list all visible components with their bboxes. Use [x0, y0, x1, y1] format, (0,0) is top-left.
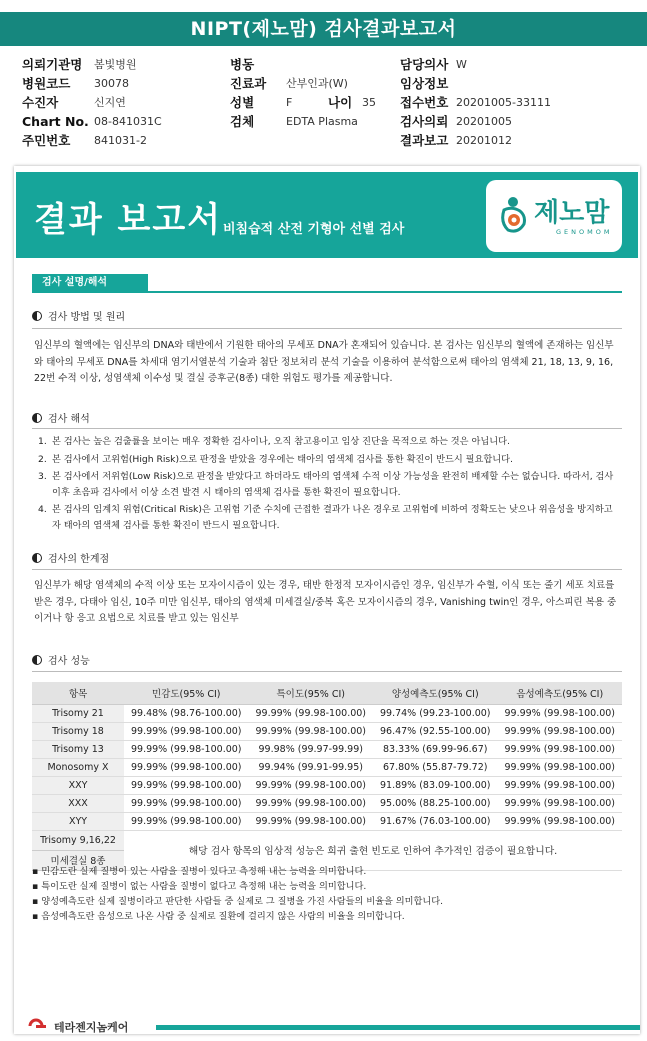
- note-text: 해당 검사 항목의 임상적 성능은 희귀 출현 빈도로 인하여 추가적인 검증이 필요합니다.: [124, 830, 622, 870]
- specimen-label: 검체: [230, 114, 255, 129]
- hospital-label: 의뢰기관명: [22, 57, 83, 72]
- reported-label: 결과보고: [400, 133, 449, 148]
- list-item: ▪ 양성예측도란 실제 질병이라고 판단한 사람들 중 실제로 그 질병을 가진 사람들의 비율을 의미합니다.: [32, 894, 622, 909]
- limits-text: 임신부가 해당 염색체의 수적 이상 또는 모자이시즘이 있는 경우, 태반 한정적 모자이시즘인 경우, 임신부가 수혈, 이식 또는 줄기 세포 치료를 받은 경우, 다태아 임신, 10주 미만 임신부, 태아의 염색체 미세결실/중복 혹은 모자이시즘의 경우, Vanishing twin인 경우, 아스피린 복용 중이거나 항 응고 요법으로 치료를 받고 있는 임신부: [34, 580, 617, 624]
- logo-text: 제노맘: [534, 198, 610, 228]
- header-ppv: 양성예측도(95% CI): [373, 682, 498, 704]
- genomom-logo: [486, 180, 622, 252]
- requested-value: 20201005: [456, 115, 512, 128]
- table-row: Trisomy 18 99.99% (99.98-100.00) 99.99% (99.98-100.00) 96.47% (92.55-100.00) 99.99% (99.98-100.00): [32, 722, 622, 740]
- doctor-value: W: [456, 58, 467, 71]
- header-specificity: 특이도(95% CI): [249, 682, 374, 704]
- ward-label: 병동: [230, 57, 255, 72]
- chart-label: Chart No.: [22, 114, 89, 129]
- list-item: 4. 본 검사의 임계치 위험(Critical Risk)은 고위험 기준 수치에 근접한 결과가 나온 경우로 고위험에 비하여 정확도는 낮으나 위음성을 방지하고자 태아의 염색체 검사를 통한 확진이 반드시 필요합니다.: [38, 504, 613, 531]
- patient-info: [22, 56, 632, 152]
- interpretation-list: [38, 434, 620, 535]
- performance-table: [32, 682, 622, 871]
- header-sensitivity: 민감도(95% CI): [124, 682, 249, 704]
- limits-heading: 검사의 한계점: [32, 550, 109, 565]
- note-item-trisomy: Trisomy 9,16,22: [32, 830, 124, 850]
- table-row: XXX 99.99% (99.98-100.00) 99.99% (99.98-100.00) 95.00% (88.25-100.00) 99.99% (99.98-100.00): [32, 794, 622, 812]
- half-circle-icon: [32, 655, 42, 665]
- hero-title: 결과 보고서: [34, 200, 223, 240]
- table-note-row: [32, 830, 622, 850]
- header-npv: 음성예측도(95% CI): [498, 682, 623, 704]
- table-row: Trisomy 13 99.99% (99.98-100.00) 99.98% (99.97-99.99) 83.33% (69.99-96.67) 99.99% (99.98-100.00): [32, 740, 622, 758]
- hero-subtitle: 비침습적 산전 기형아 선별 검사: [223, 222, 405, 237]
- clinical-label: 임상정보: [400, 76, 449, 91]
- hospital-value: 봄빛병원: [94, 58, 137, 71]
- code-value: 30078: [94, 77, 129, 90]
- note-item-microdeletion: 미세결실 8종: [32, 850, 124, 870]
- list-item: ▪ 음성예측도란 음성으로 나온 사람 중 실제로 질환에 걸리지 않은 사람의 비율을 의미합니다.: [32, 909, 622, 924]
- report-title: NIPT(제노맘) 검사결과보고서: [0, 12, 647, 46]
- section-tab: 검사 설명/해석: [32, 274, 148, 292]
- table-header-row: [32, 682, 622, 704]
- divider: [32, 328, 622, 329]
- rrn-value: 841031-2: [94, 134, 147, 147]
- interpretation-heading: 검사 해석: [32, 410, 90, 425]
- chart-value: 08-841031C: [94, 115, 162, 128]
- requested-label: 검사의뢰: [400, 114, 449, 129]
- company-name: 테라젠지놈케어: [54, 1021, 129, 1034]
- age-value: 35: [362, 96, 376, 109]
- table-row: Monosomy X 99.99% (99.98-100.00) 99.94% (99.91-99.95) 67.80% (55.87-79.72) 99.99% (99.98-100.00): [32, 758, 622, 776]
- list-item: 3. 본 검사에서 저위험(Low Risk)으로 판정을 받았다고 하더라도 태아의 염색체 수적 이상 가능성을 완전히 배제할 수는 없습니다. 따라서, 검사 이후 초음파 검사에서 이상 소견 발견 시 태아의 염색체 검사를 통한 확진이 필요합니다.: [38, 471, 614, 498]
- dept-label: 진료과: [230, 76, 267, 91]
- list-item: ▪ 민감도란 실제 질병이 있는 사람을 질병이 있다고 측정해 내는 능력을 의미합니다.: [32, 864, 622, 879]
- list-item: 1. 본 검사는 높은 검출률을 보이는 매우 정확한 검사이나, 오직 참고용이고 임상 진단을 목적으로 하는 것은 아닙니다.: [38, 436, 510, 447]
- table-row: Trisomy 21 99.48% (98.76-100.00) 99.99% (99.98-100.00) 99.74% (99.23-100.00) 99.99% (99.98-100.00): [32, 704, 622, 722]
- footer-bar: [156, 1025, 640, 1030]
- performance-heading: 검사 성능: [32, 652, 90, 667]
- genomom-logo-icon: [498, 196, 528, 234]
- logo-subtext: GENOMOM: [556, 228, 613, 236]
- section-divider: [32, 291, 622, 293]
- list-item: ▪ 특이도란 실제 질병이 없는 사람을 질병이 없다고 측정해 내는 능력을 의미합니다.: [32, 879, 622, 894]
- receipt-label: 접수번호: [400, 95, 449, 110]
- rrn-label: 주민번호: [22, 133, 71, 148]
- specimen-value: EDTA Plasma: [286, 115, 358, 128]
- definitions-list: [32, 864, 622, 924]
- half-circle-icon: [32, 553, 42, 563]
- reported-value: 20201012: [456, 134, 512, 147]
- half-circle-icon: [32, 413, 42, 423]
- patient-value: 신지연: [94, 96, 126, 109]
- header-item: 항목: [32, 682, 124, 704]
- age-label: 나이: [328, 95, 353, 110]
- footer: [14, 1016, 640, 1038]
- list-item: 2. 본 검사에서 고위험(High Risk)으로 판정을 받았을 경우에는 태아의 염색체 검사를 통한 확진이 반드시 필요합니다.: [38, 453, 513, 465]
- method-text: 임신부의 혈액에는 임신부의 DNA와 태반에서 기원한 태아의 무세포 DNA가 혼재되어 있습니다. 본 검사는 임신부의 혈액에 존재하는 임신부와 태아의 무세포 DNA를 차세대 염기서열분석 기술과 첨단 정보처리 분석 기술을 이용하여 분석함으로써 태아의 염색체 21, 18, 13, 9, 16, 22번 수적 이상, 성염색체 이수성 및 결실 증후군(8종) 대한 위험도 평가를 제공합니다.: [34, 340, 614, 384]
- divider: [32, 428, 622, 429]
- half-circle-icon: [32, 311, 42, 321]
- divider: [32, 569, 622, 570]
- doctor-label: 담당의사: [400, 57, 449, 72]
- patient-label: 수진자: [22, 95, 59, 110]
- sex-label: 성별: [230, 95, 255, 110]
- report-page: [14, 166, 640, 1034]
- table-row: XXY 99.99% (99.98-100.00) 99.99% (99.98-100.00) 91.89% (83.09-100.00) 99.99% (99.98-100.00): [32, 776, 622, 794]
- dept-value: 산부인과(W): [286, 77, 348, 90]
- company-logo-icon: [28, 1018, 48, 1034]
- table-row: XYY 99.99% (99.98-100.00) 99.99% (99.98-100.00) 91.67% (76.03-100.00) 99.99% (99.98-100.00): [32, 812, 622, 830]
- sex-value: F: [286, 96, 293, 109]
- receipt-value: 20201005-33111: [456, 96, 551, 109]
- divider: [32, 671, 622, 672]
- method-heading: 검사 방법 및 원리: [32, 308, 125, 323]
- code-label: 병원코드: [22, 76, 71, 91]
- hero-banner: [16, 172, 638, 258]
